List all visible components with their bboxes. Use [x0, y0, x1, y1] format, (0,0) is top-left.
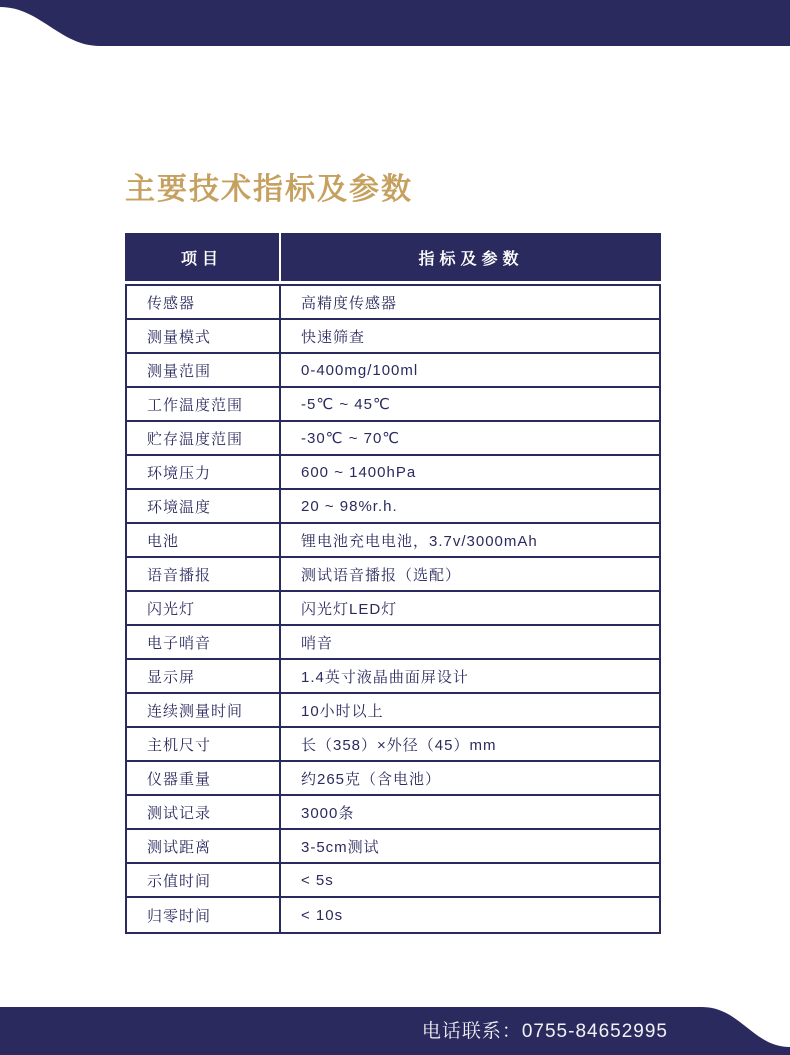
table-row — [127, 694, 659, 728]
table-row — [127, 796, 659, 830]
spec-item-label: 传感器 — [127, 286, 281, 318]
spec-item-label: 环境温度 — [127, 490, 281, 522]
spec-item-value: < 5s — [301, 871, 334, 889]
table-row — [127, 524, 659, 558]
table-row — [127, 830, 659, 864]
table-row — [127, 660, 659, 694]
spec-item-value: -5℃ ~ 45℃ — [301, 396, 391, 413]
table-row — [127, 354, 659, 388]
table-row — [127, 592, 659, 626]
table-row — [127, 626, 659, 660]
top-band-decoration — [0, 0, 790, 48]
spec-item-value: 闪光灯LED灯 — [301, 600, 398, 618]
spec-table — [125, 233, 661, 934]
table-row — [127, 558, 659, 592]
table-header-item: 项目 — [125, 233, 281, 281]
spec-item-label: 语音播报 — [127, 558, 281, 590]
spec-item-label: 测量范围 — [127, 354, 281, 386]
table-row — [127, 762, 659, 796]
table-row — [127, 320, 659, 354]
spec-item-label: 仪器重量 — [127, 762, 281, 794]
spec-item-value: 快速筛查 — [301, 328, 366, 346]
spec-item-value: 0-400mg/100ml — [301, 361, 419, 379]
spec-item-label: 贮存温度范围 — [127, 422, 281, 454]
table-row — [127, 490, 659, 524]
table-row — [127, 456, 659, 490]
table-header-value: 指标及参数 — [418, 250, 524, 268]
spec-item-label: 归零时间 — [127, 898, 281, 932]
spec-item-value: 3-5cm测试 — [301, 838, 380, 856]
spec-item-value: 约265克（含电池） — [301, 770, 442, 788]
table-row — [127, 388, 659, 422]
table-header-row — [125, 233, 661, 281]
spec-item-label: 闪光灯 — [127, 592, 281, 624]
bottom-band-decoration — [0, 1007, 790, 1055]
page-title: 主要技术指标及参数 — [125, 173, 413, 206]
table-row — [127, 898, 659, 932]
table-row — [127, 864, 659, 898]
spec-item-label: 连续测量时间 — [127, 694, 281, 726]
table-row — [127, 422, 659, 456]
spec-item-value: -30℃ ~ 70℃ — [301, 430, 401, 447]
spec-item-label: 环境压力 — [127, 456, 281, 488]
spec-item-label: 工作温度范围 — [127, 388, 281, 420]
table-row — [127, 728, 659, 762]
spec-item-value: 测试语音播报（选配） — [301, 566, 462, 584]
spec-item-label: 测试记录 — [127, 796, 281, 828]
spec-item-value: < 10s — [301, 906, 344, 924]
contact-phone: 电话联系：0755-84652995 — [421, 1021, 668, 1042]
spec-item-value: 锂电池充电电池，3.7v/3000mAh — [301, 532, 538, 550]
spec-item-value: 10小时以上 — [301, 702, 384, 720]
spec-item-label: 主机尺寸 — [127, 728, 281, 760]
spec-item-value: 哨音 — [301, 634, 334, 652]
spec-item-label: 电池 — [127, 524, 281, 556]
spec-item-value: 20 ~ 98%r.h. — [301, 497, 398, 515]
spec-item-label: 测量模式 — [127, 320, 281, 352]
spec-item-label: 示值时间 — [127, 864, 281, 896]
spec-item-value: 1.4英寸液晶曲面屏设计 — [301, 668, 469, 686]
spec-item-value: 3000条 — [301, 804, 355, 822]
spec-item-label: 测试距离 — [127, 830, 281, 862]
spec-item-value: 600 ~ 1400hPa — [301, 463, 417, 481]
spec-item-label: 电子哨音 — [127, 626, 281, 658]
table-body — [125, 284, 661, 934]
spec-item-value: 长（358）×外径（45）mm — [301, 736, 497, 754]
spec-item-value: 高精度传感器 — [301, 294, 398, 312]
table-row — [127, 286, 659, 320]
spec-item-label: 显示屏 — [127, 660, 281, 692]
